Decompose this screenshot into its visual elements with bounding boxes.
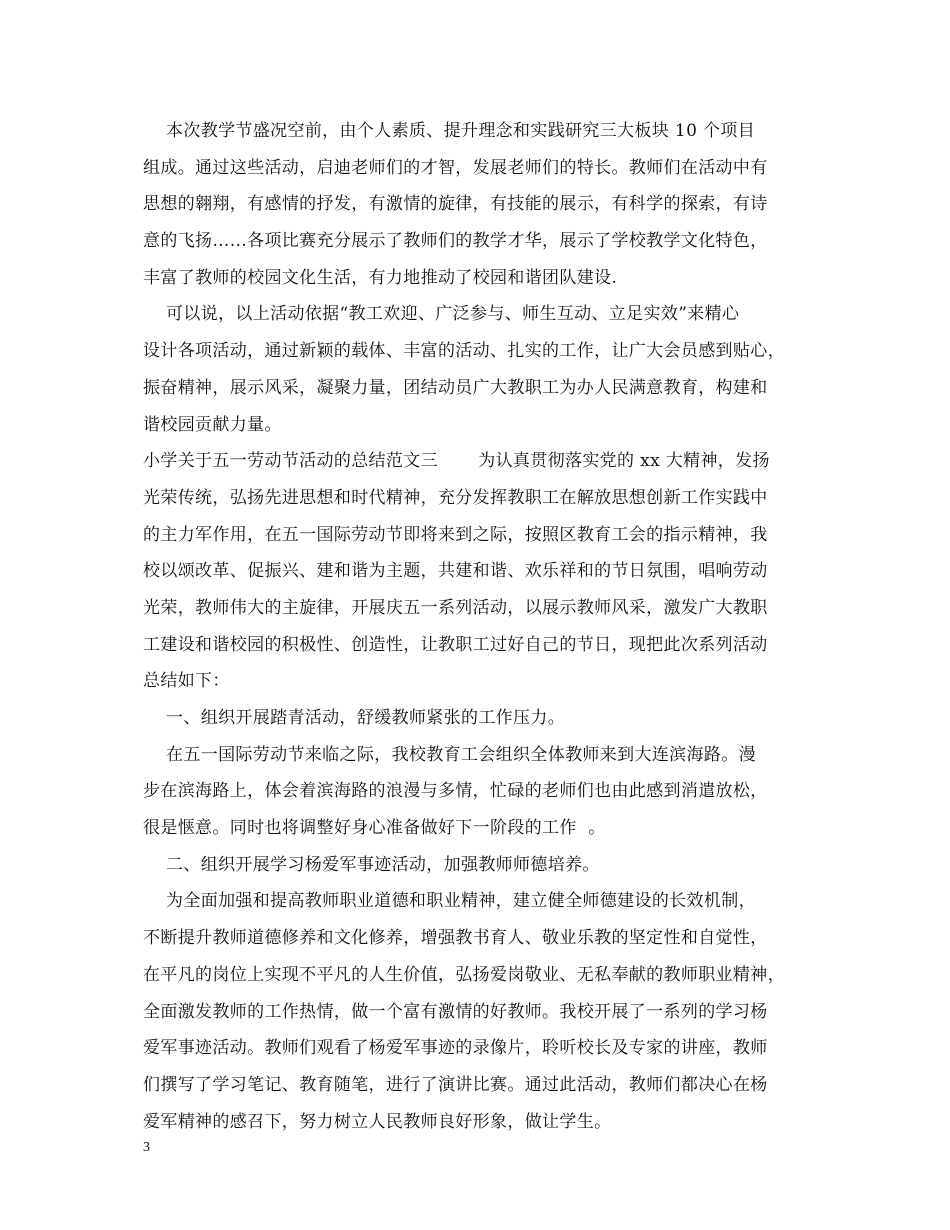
text-line: 爱军精神的感召下，努力树立人民教师良好形象，做让学生。 bbox=[143, 1111, 612, 1132]
text-line: 爱军事迹活动。教师们观看了杨爱军事迹的录像片，聆听校长及专家的讲座，教师 bbox=[143, 1038, 768, 1059]
text-line: 光荣传统，弘扬先进思想和时代精神，充分发挥教职工在解放思想创新工作实践中 bbox=[143, 487, 768, 508]
text-line: 很是惬意。同时也将调整好身心准备做好下一阶段的工作 。 bbox=[143, 818, 606, 839]
text-line: 组成。通过这些活动，启迪老师们的才智，发展老师们的特长。教师们在活动中有 bbox=[143, 157, 768, 178]
text-line: 为全面加强和提高教师职业道德和职业精神，建立健全师德建设的长效机制， bbox=[143, 891, 756, 912]
body-text bbox=[143, 113, 815, 1140]
text-line: 在平凡的岗位上实现不平凡的人生价值，弘扬爱岗敬业、无私奉献的教师职业精神， bbox=[143, 964, 785, 985]
text-line: 谐校园贡献力量。 bbox=[143, 414, 282, 435]
text-line: 校以颂改革、促振兴、建和谐为主题，共建和谐、欢乐祥和的节日氛围，唱响劳动 bbox=[143, 561, 768, 582]
text-line: 思想的翱翔，有感情的抒发，有激情的旋律，有技能的展示，有科学的探索，有诗 bbox=[143, 194, 768, 215]
text-line: 步在滨海路上，体会着滨海路的浪漫与多情，忙碌的老师们也由此感到消遣放松， bbox=[143, 781, 768, 802]
text-line: 本次教学节盛况空前，由个人素质、提升理念和实践研究三大板块 10 个项目 bbox=[143, 121, 756, 141]
text-line: 总结如下： bbox=[143, 671, 230, 692]
text-line: 设计各项活动，通过新颖的载体、丰富的活动、扎实的工作，让广大会员感到贴心， bbox=[143, 341, 785, 362]
text-line: 振奋精神，展示风采，凝聚力量，团结动员广大教职工为办人民满意教育，构建和 bbox=[143, 377, 768, 398]
subheading-line: 二、组织开展学习杨爱军事迹活动，加强教师师德培养。 bbox=[143, 854, 600, 875]
text-line: 可以说，以上活动依据“教工欢迎、广泛参与、师生互动、立足实效”来精心 bbox=[143, 304, 740, 325]
text-line: 在五一国际劳动节来临之际，我校教育工会组织全体教师来到大连滨海路。漫 bbox=[143, 744, 756, 765]
text-line: 的主力军作用，在五一国际劳动节即将来到之际，按照区教育工会的指示精神，我 bbox=[143, 524, 768, 545]
text-line: 光荣，教师伟大的主旋律，开展庆五一系列活动，以展示教师风采，激发广大教职 bbox=[143, 597, 768, 618]
text-line: 全面激发教师的工作热情，做一个富有激情的好教师。我校开展了一系列的学习杨 bbox=[143, 1001, 768, 1022]
page-number: 3 bbox=[143, 1140, 150, 1155]
text-line: 丰富了教师的校园文化生活，有力地推动了校园和谐团队建设. bbox=[143, 267, 618, 288]
section-heading-line: 小学关于五一劳动节活动的总结范文三 为认真贯彻落实党的 xx 大精神，发扬 bbox=[143, 451, 770, 472]
subheading-line: 一、组织开展踏青活动，舒缓教师紧张的工作压力。 bbox=[143, 708, 566, 728]
text-line: 意的飞扬……各项比赛充分展示了教师们的教学才华，展示了学校教学文化特色， bbox=[143, 231, 768, 252]
text-line: 工建设和谐校园的积极性、创造性，让教职工过好自己的节日，现把此次系列活动 bbox=[143, 634, 768, 655]
text-line: 们撰写了学习笔记、教育随笔，进行了演讲比赛。通过此活动，教师们都决心在杨 bbox=[143, 1074, 768, 1095]
text-line: 不断提升教师道德修养和文化修养，增强教书育人、敬业乐教的坚定性和自觉性， bbox=[143, 928, 768, 949]
